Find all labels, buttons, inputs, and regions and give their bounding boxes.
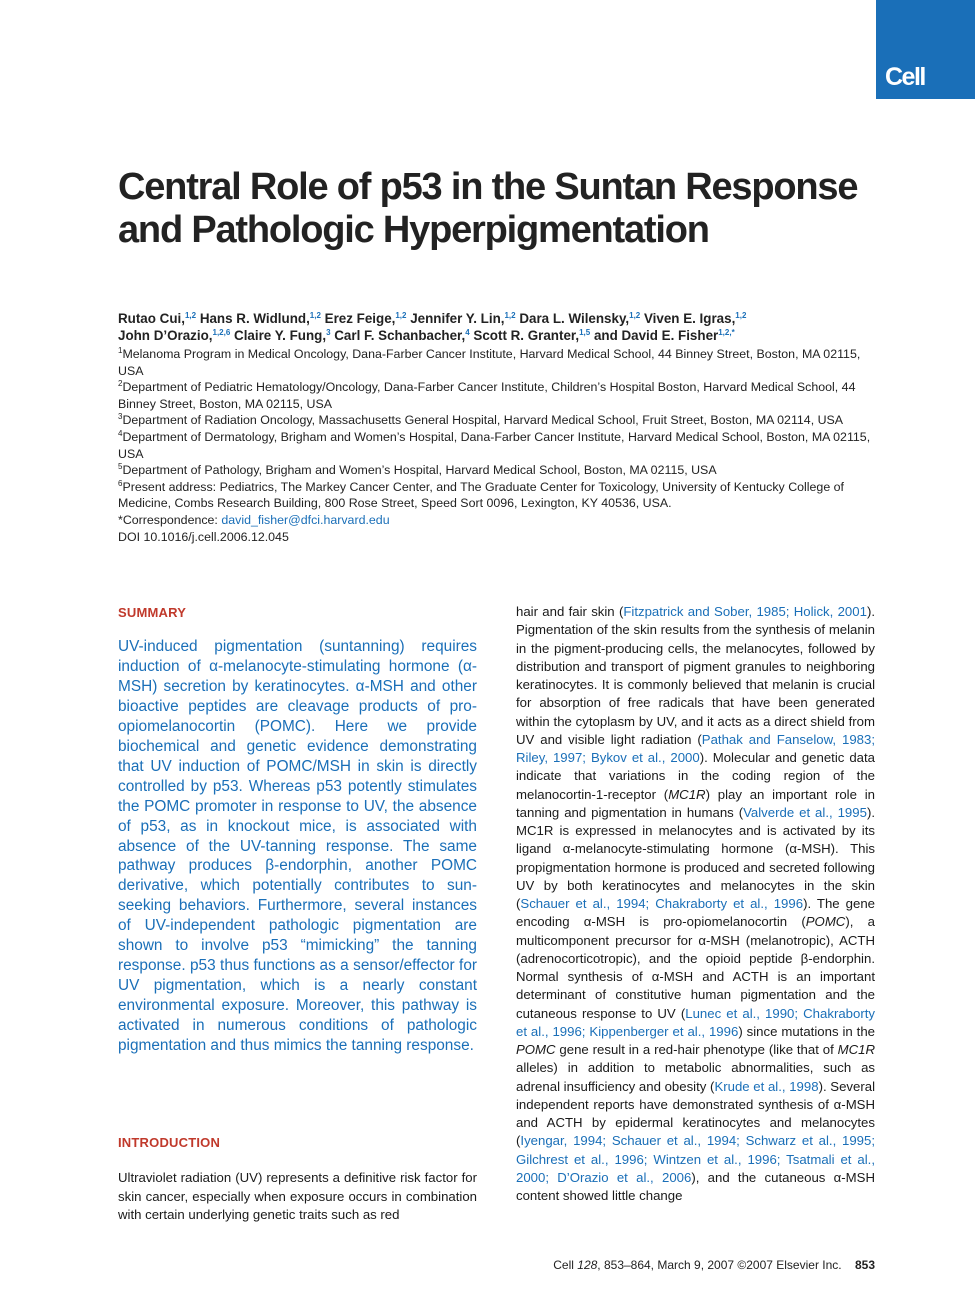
author-name: Dara L. Wilensky, [519, 311, 630, 326]
author-name: Hans R. Widlund, [199, 311, 310, 326]
affiliation [118, 429, 888, 462]
body-text: ). Several independent reports have demonstrated synthesis of α-MSH and ACTH by epidermal keratinocytes and melanocytes ( [516, 1078, 875, 1149]
author-name: Scott R. Granter, [473, 327, 580, 343]
author-affiliation-marker[interactable]: 1,2,6 [212, 327, 231, 337]
journal-badge-label: Cell [885, 63, 925, 91]
author-name: Jennifer Y. Lin, [410, 311, 505, 326]
introduction-text: Ultraviolet radiation (UV) represents a definitive risk factor for skin cancer, especially when exposure occurs in combination with certain underlying genetic traits such as red [118, 1170, 477, 1222]
reference-link[interactable]: Iyengar, 1994; Schauer et al., 1994; Schwarz et al., 1995; Gilchrest et al., 1996; Wintzen et al., 1996; Tsatmali et al., 2000; D’Orazio et al., 2006 [516, 1133, 875, 1185]
author-name: and David E. Fisher [593, 327, 719, 343]
affiliation-text: Present address: Pediatrics, The Markey Cancer Center, and The Graduate Center for Toxicology, University of Kentucky College of Medicine, Combs Research Building, 800 Rose Street, Speed Sort 0096, Lexington, KY 40536, USA. [118, 479, 844, 511]
affiliations [118, 346, 888, 545]
reference-link[interactable]: Valverde et al., 1995 [743, 804, 867, 820]
affiliation-number: 4 [118, 428, 123, 438]
affiliation [118, 412, 888, 429]
author-list [118, 311, 888, 344]
affiliation-text: Department of Pathology, Brigham and Women’s Hospital, Harvard Medical School, Boston, MA 02115, USA [122, 463, 717, 478]
doi: DOI 10.1016/j.cell.2006.12.045 [118, 529, 289, 544]
author-affiliation-marker[interactable]: 1,2 [184, 311, 197, 320]
gene-name: POMC [516, 1042, 556, 1057]
affiliation [118, 462, 888, 479]
body-text: ) since mutations in the [738, 1023, 875, 1039]
affiliation-number: 3 [118, 412, 123, 422]
author-affiliation-marker[interactable]: 1,5 [579, 327, 591, 337]
affiliation [118, 379, 888, 412]
affiliation-number: 5 [118, 462, 123, 472]
author-affiliation-marker[interactable]: 1,2 [629, 311, 641, 320]
footer-journal: Cell [553, 1258, 574, 1272]
author-name: John D’Orazio, [118, 327, 213, 343]
affiliation-text: Department of Dermatology, Brigham and Women’s Hospital, Dana-Farber Cancer Institute, Harvard Medical School, Boston, MA 02115, USA [118, 429, 871, 461]
page-footer [553, 1258, 875, 1272]
body-text: ), and the cutaneous α-MSH content showed little change [516, 1169, 875, 1203]
author-affiliation-marker[interactable]: 1,2 [309, 311, 321, 320]
affiliation [118, 479, 888, 512]
gene-name: MC1R [837, 1042, 875, 1057]
author-affiliation-marker[interactable]: 1,2 [735, 311, 747, 320]
summary-text: UV-induced pigmentation (suntanning) requires induction of α-melanocyte-stimulating hormone (α-MSH) secretion by keratinocytes. α-MSH and other bioactive peptides are cleavage products of pro-opiomelanocortin (POMC). Here we provide biochemical and genetic evidence demonstrating that UV induction of POMC/MSH in skin is directly controlled by p53. Whereas p53 potently stimulates the POMC promoter in response to UV, the absence of p53, as in knockout mice, is associated with absence of the UV-tanning response. The same pathway produces β-endorphin, another POMC derivative, which potentially contributes to sun-seeking behaviors. Furthermore, several instances of UV-independent pathologic pigmentation are shown to involve p53 “mimicking” the tanning response. p53 thus functions as a sensor/effector for UV pigmentation, which is a nearly constant environmental exposure. Moreover, this pathway is activated in numerous conditions of pathologic pigmentation and thus mimics the tanning response. [118, 638, 477, 1055]
author-name: Viven E. Igras, [643, 311, 736, 326]
body-text: gene result in a red-hair phenotype (like that of [555, 1042, 838, 1057]
journal-badge [876, 0, 975, 99]
author-name: Claire Y. Fung, [234, 327, 327, 343]
correspondence [118, 512, 888, 529]
author-name: Carl F. Schanbacher, [334, 327, 466, 343]
reference-link[interactable]: Schauer et al., 1994; Chakraborty et al., 1996 [520, 896, 804, 911]
page-number: 853 [854, 1258, 875, 1272]
affiliation-list [118, 346, 888, 512]
author-affiliation-marker[interactable]: 3 [326, 327, 331, 337]
author-affiliation-marker[interactable]: 4 [465, 327, 470, 337]
affiliation-number: 2 [118, 379, 123, 389]
body-column-right [516, 603, 875, 1205]
reference-link[interactable]: Fitzpatrick and Sober, 1985; Holick, 2001 [623, 604, 867, 619]
body-text: ). The gene encoding α-MSH is pro-opiomelanocortin ( [516, 896, 875, 930]
correspondence-email-link[interactable]: david_fisher@dfci.harvard.edu [221, 512, 390, 527]
author-name: Rutao Cui, [118, 311, 185, 326]
affiliation-text: Melanoma Program in Medical Oncology, Dana-Farber Cancer Institute, Harvard Medical School, 44 Binney Street, Boston, MA 02115, USA [118, 347, 861, 378]
gene-name: MC1R [668, 786, 706, 802]
reference-link[interactable]: Lunec et al., 1990; Chakraborty et al., 1996; Kippenberger et al., 1996 [516, 1005, 875, 1039]
author-name: Erez Feige, [324, 311, 396, 326]
body-text: ). Pigmentation of the skin results from the synthesis of melanin in the pigment-producing cells, the melanocytes, followed by distribution and transport of pigment granules to neighboring keratinocytes. It is commonly believed that melanin is crucial for absorption of free radicals that have been generated within the cytoplasm by UV, and it acts as a direct shield from UV and visible light radiation ( [516, 604, 875, 747]
footer-citation: , 853–864, March 9, 2007 ©2007 Elsevier Inc. [597, 1258, 842, 1272]
body-text: hair and fair skin ( [516, 604, 624, 619]
reference-link[interactable]: Krude et al., 1998 [714, 1078, 819, 1094]
body-text: ), a multicomponent precursor for α-MSH (melanotropic), ACTH (adrenocorticotropic), and the opioid peptide β-endorphin. Normal synthesis of α-MSH and ACTH is an important determinant of constitutive human pigmentation and the cutaneous response to UV ( [516, 914, 875, 1021]
affiliation-number: 1 [118, 346, 123, 355]
summary-heading: SUMMARY [118, 605, 187, 620]
body-text: ). Molecular and genetic data indicate that variations in the coding region of the melanocortin-1-receptor ( [516, 750, 876, 802]
body-text: ). MC1R is expressed in melanocytes and is activated by its ligand α-melanocyte-stimulating hormone (α-MSH). This propigmentation hormone is produced and secreted following UV by both keratinocytes and melanocytes in the skin ( [516, 804, 875, 911]
affiliation-number: 6 [118, 478, 123, 488]
affiliation-text: Department of Pediatric Hematology/Oncology, Dana-Farber Cancer Institute, Children’s Hospital Boston, Harvard Medical School, 44 Binney Street, Boston, MA 02115, USA [118, 380, 856, 411]
affiliation [118, 346, 888, 379]
body-text: ) play an important role in tanning and pigmentation in humans ( [516, 786, 875, 820]
author-affiliation-marker[interactable]: 1,2 [504, 311, 516, 320]
article-title: Central Role of p53 in the Suntan Response and Pathologic Hyperpigmentation [118, 166, 858, 251]
author-affiliation-marker[interactable]: 1,2 [395, 311, 407, 320]
reference-link[interactable]: Pathak and Fanselow, 1983; Riley, 1997; Bykov et al., 2000 [516, 731, 875, 765]
author-affiliation-marker[interactable]: 1,2,* [718, 327, 735, 337]
footer-volume: 128 [577, 1258, 598, 1272]
gene-name: POMC [805, 914, 846, 930]
body-text: alleles) in addition to metabolic abnormalities, such as adrenal insufficiency and obesity ( [516, 1060, 875, 1094]
introduction-heading: INTRODUCTION [118, 1135, 221, 1150]
affiliation-text: Department of Radiation Oncology, Massachusetts General Hospital, Harvard Medical School, Fruit Street, Boston, MA 02114, USA [122, 413, 844, 428]
correspondence-label: *Correspondence: [118, 512, 218, 527]
